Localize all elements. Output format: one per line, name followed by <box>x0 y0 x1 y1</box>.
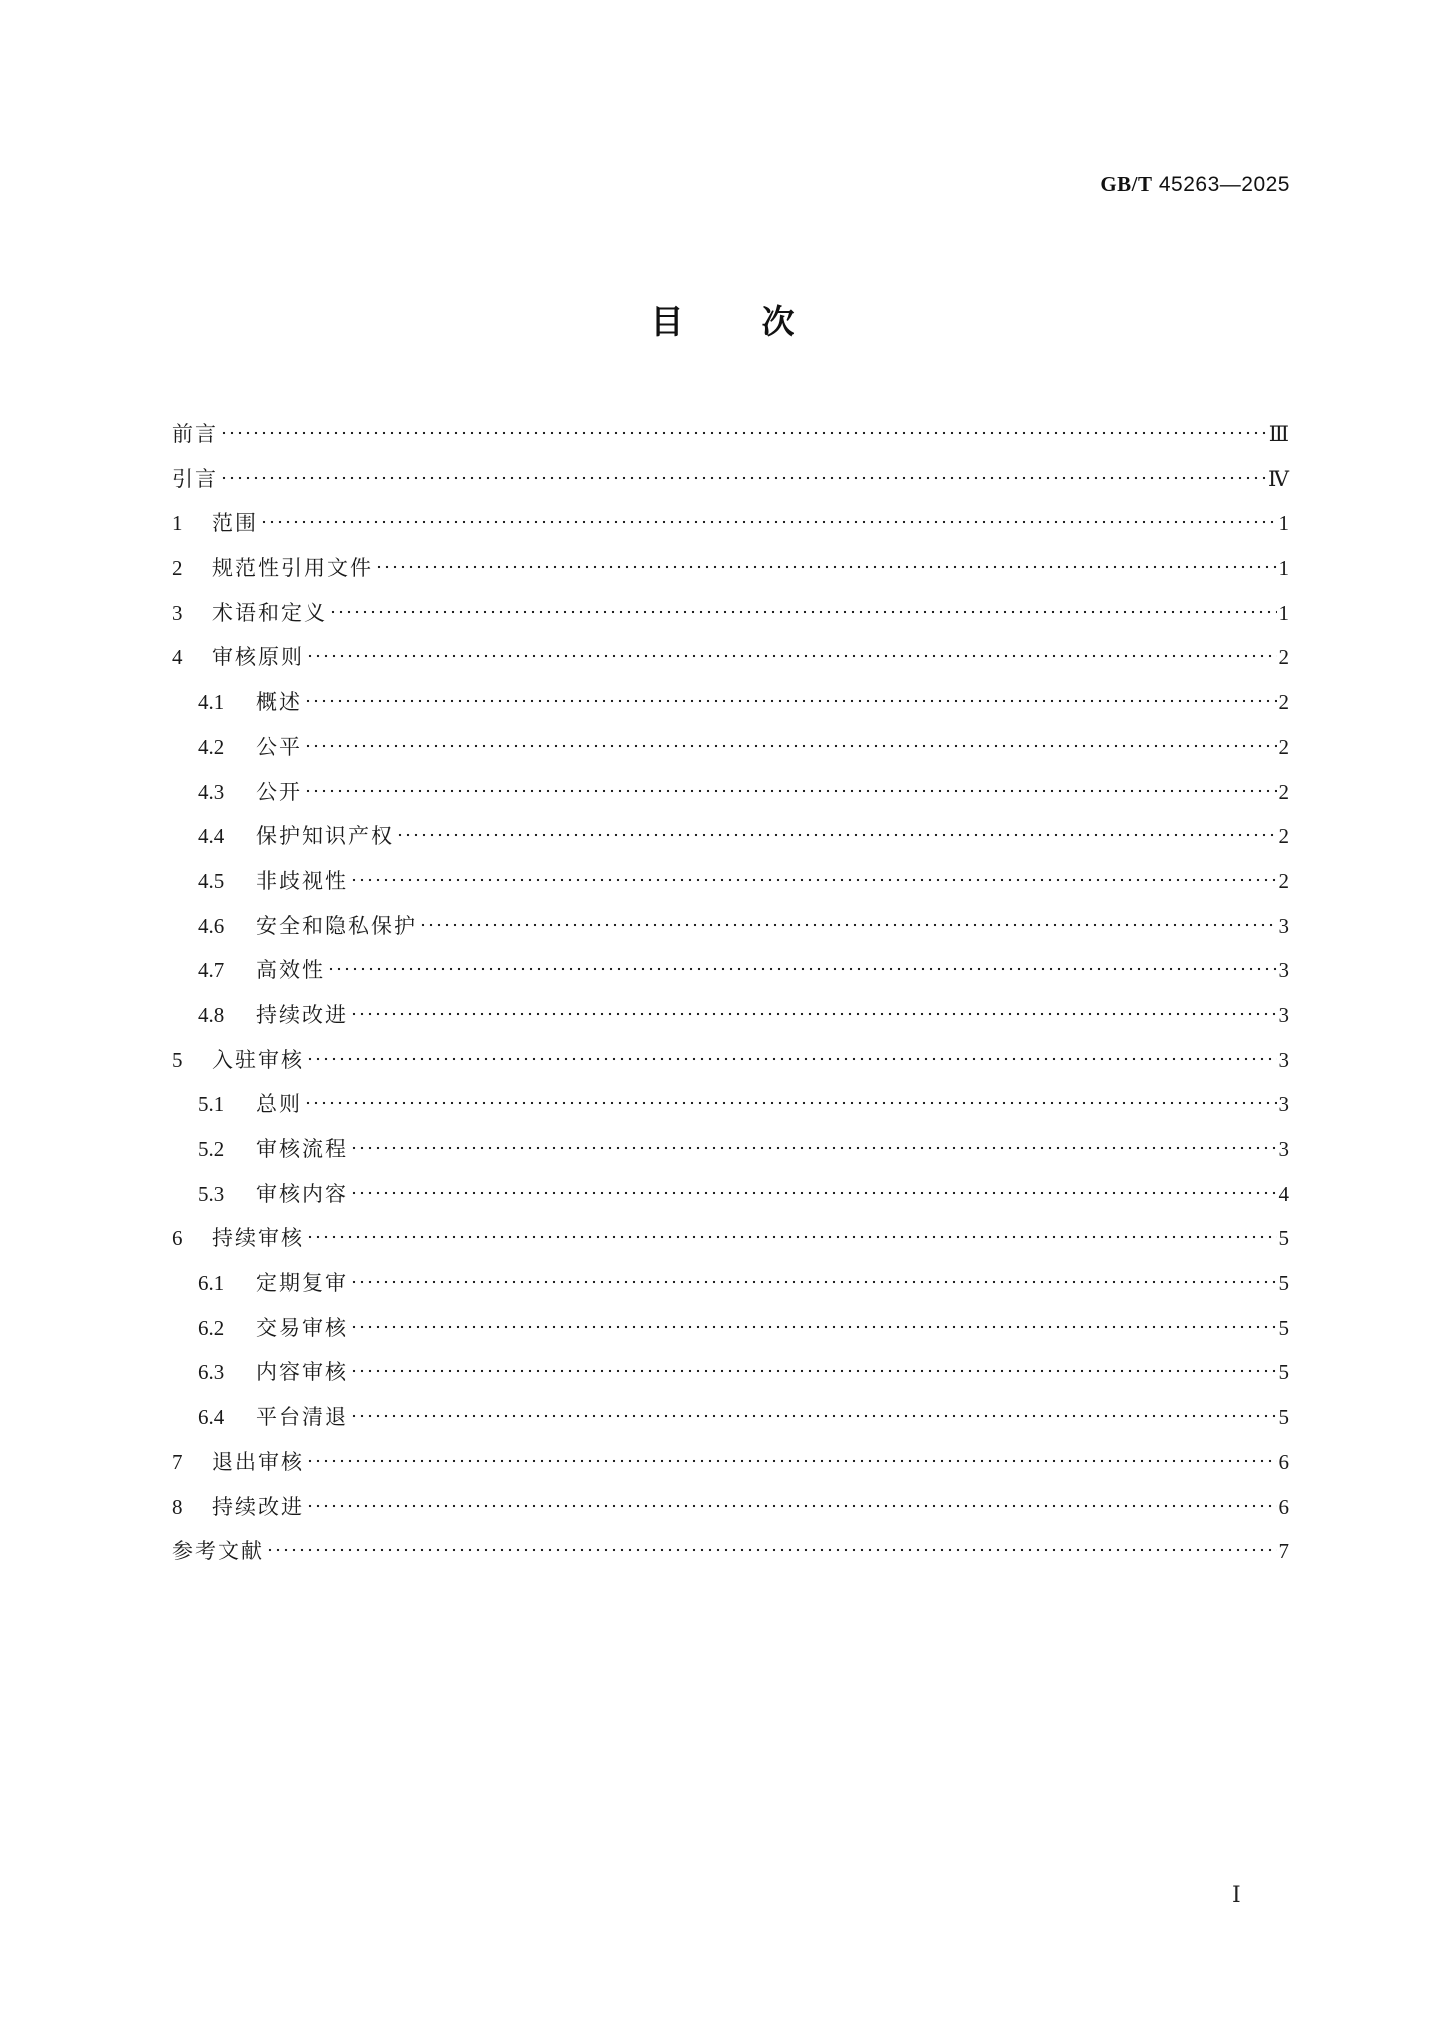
toc-entry-page: 7 <box>1278 1539 1289 1564</box>
toc-entry[interactable] <box>172 457 1289 502</box>
toc-entry-page: 3 <box>1278 958 1289 983</box>
toc-dot-leader <box>350 1191 1277 1195</box>
toc-entry-page: 5 <box>1278 1360 1289 1385</box>
toc-entry[interactable] <box>172 948 1289 993</box>
toc-entry-label: 规范性引用文件 <box>212 556 373 581</box>
toc-entry-page: 3 <box>1278 913 1289 938</box>
toc-entry[interactable] <box>172 859 1289 904</box>
toc-entry-number: 4.8 <box>198 1002 225 1027</box>
toc-entry-page: 4 <box>1278 1181 1289 1206</box>
toc-entry-page: 6 <box>1278 1449 1289 1474</box>
toc-entry-number: 8 <box>172 1494 183 1519</box>
toc-dot-leader <box>350 1146 1277 1150</box>
page-folio: Ⅰ <box>1232 1882 1241 1907</box>
toc-entry-label: 保护知识产权 <box>256 824 394 849</box>
toc-entry[interactable] <box>172 1261 1289 1306</box>
toc-entry-label: 定期复审 <box>256 1271 348 1296</box>
toc-entry-number: 4 <box>172 645 183 670</box>
toc-entry-page: 5 <box>1278 1226 1289 1251</box>
toc-dot-leader <box>304 699 1277 703</box>
toc-dot-leader <box>266 1548 1277 1552</box>
toc-entry-label: 概述 <box>256 690 302 715</box>
toc-entry-page: 1 <box>1278 556 1289 581</box>
toc-entry-page: 1 <box>1278 600 1289 625</box>
toc-entry[interactable] <box>172 1216 1289 1261</box>
toc-entry-label: 审核内容 <box>256 1181 348 1206</box>
toc-entry-number: 6.4 <box>198 1405 225 1430</box>
toc-entry-page: 3 <box>1278 1137 1289 1161</box>
toc-entry-number: 7 <box>172 1449 183 1474</box>
toc-dot-leader <box>350 1369 1277 1373</box>
page-title: 目次 <box>650 302 873 341</box>
toc-entry[interactable] <box>172 1038 1289 1083</box>
toc-entry-page: 2 <box>1278 645 1289 670</box>
toc-dot-leader <box>304 1101 1277 1105</box>
toc-entry-label: 范围 <box>212 511 258 536</box>
toc-entry[interactable] <box>172 1306 1289 1351</box>
toc-entry-label: 持续审核 <box>212 1226 304 1251</box>
toc-entry[interactable] <box>172 591 1289 636</box>
toc-entry-label: 引言 <box>172 466 218 491</box>
toc-entry[interactable] <box>172 725 1289 770</box>
toc-entry[interactable] <box>172 635 1289 680</box>
toc-entry-label: 参考文献 <box>172 1539 264 1564</box>
toc-entry-number: 2 <box>172 556 183 581</box>
toc-entry-label: 审核流程 <box>256 1137 348 1161</box>
toc-entry-page: 5 <box>1278 1405 1289 1430</box>
toc-entry-label: 安全和隐私保护 <box>256 913 417 938</box>
toc-entry-number: 4.3 <box>198 779 225 804</box>
toc-entry-number: 5.1 <box>198 1092 225 1117</box>
toc-entry-label: 平台清退 <box>256 1405 348 1430</box>
standard-number: 45263—2025 <box>1158 173 1290 196</box>
toc-entry[interactable] <box>172 680 1289 725</box>
toc-entry-label: 交易审核 <box>256 1315 348 1340</box>
toc-entry-number: 5 <box>172 1047 183 1072</box>
toc-entry-number: 3 <box>172 600 183 625</box>
toc-entry-number: 4.5 <box>198 868 225 893</box>
toc-entry-label: 入驻审核 <box>212 1047 304 1072</box>
toc-dot-leader <box>220 476 1266 480</box>
table-of-contents <box>172 412 1289 1574</box>
toc-entry-number: 1 <box>172 511 183 536</box>
toc-entry-page: 5 <box>1278 1271 1289 1296</box>
toc-entry-label: 公开 <box>256 779 302 804</box>
toc-entry-label: 总则 <box>256 1092 302 1117</box>
toc-dot-leader <box>350 878 1277 882</box>
toc-entry[interactable] <box>172 770 1289 815</box>
toc-dot-leader <box>220 431 1267 435</box>
toc-dot-leader <box>327 967 1277 971</box>
toc-entry[interactable] <box>172 1440 1289 1485</box>
toc-entry-number: 6.3 <box>198 1360 225 1385</box>
toc-entry-label: 前言 <box>172 422 218 446</box>
toc-dot-leader <box>306 1235 1277 1239</box>
toc-entry[interactable] <box>172 1395 1289 1440</box>
toc-entry[interactable] <box>172 546 1289 591</box>
toc-dot-leader <box>329 610 1277 614</box>
toc-entry-label: 公平 <box>256 734 302 759</box>
toc-entry-label: 高效性 <box>256 958 325 983</box>
toc-entry[interactable] <box>172 1350 1289 1395</box>
toc-dot-leader <box>350 1325 1277 1329</box>
toc-entry-number: 5.3 <box>198 1181 225 1206</box>
toc-dot-leader <box>304 789 1277 793</box>
toc-dot-leader <box>306 1057 1277 1061</box>
toc-entry-page: Ⅲ <box>1268 422 1289 446</box>
toc-entry-page: 3 <box>1278 1047 1289 1072</box>
toc-dot-leader <box>306 1504 1277 1508</box>
toc-entry-number: 4.7 <box>198 958 225 983</box>
standard-prefix: GB/T <box>1100 172 1153 196</box>
toc-entry-label: 退出审核 <box>212 1449 304 1474</box>
toc-entry-number: 4.1 <box>198 690 225 715</box>
toc-entry-page: 2 <box>1278 779 1289 804</box>
toc-dot-leader <box>350 1414 1277 1418</box>
toc-dot-leader <box>306 654 1277 658</box>
toc-entry-label: 持续改进 <box>256 1002 348 1027</box>
toc-entry-page: Ⅳ <box>1268 466 1289 491</box>
toc-dot-leader <box>306 1459 1277 1463</box>
toc-entry-page: 5 <box>1278 1315 1289 1340</box>
toc-entry-page: 2 <box>1278 690 1289 715</box>
toc-entry-page: 2 <box>1278 868 1289 893</box>
toc-entry[interactable] <box>172 1172 1289 1217</box>
toc-entry-page: 2 <box>1278 734 1289 759</box>
toc-entry-page: 6 <box>1278 1494 1289 1519</box>
toc-dot-leader <box>396 833 1277 837</box>
toc-entry[interactable] <box>172 412 1289 457</box>
toc-entry-label: 术语和定义 <box>212 600 327 625</box>
toc-entry-page: 3 <box>1278 1092 1289 1117</box>
toc-dot-leader <box>260 520 1277 524</box>
toc-entry-label: 持续改进 <box>212 1494 304 1519</box>
toc-entry[interactable] <box>172 993 1289 1038</box>
toc-entry-label: 内容审核 <box>256 1360 348 1385</box>
toc-entry[interactable] <box>172 1082 1289 1127</box>
toc-entry-number: 4.6 <box>198 913 225 938</box>
toc-dot-leader <box>375 565 1277 569</box>
toc-entry-page: 1 <box>1278 511 1289 536</box>
toc-entry[interactable] <box>172 1529 1289 1574</box>
toc-entry[interactable] <box>172 1485 1289 1530</box>
toc-dot-leader <box>304 744 1277 748</box>
toc-dot-leader <box>350 1280 1277 1284</box>
toc-entry-number: 4.4 <box>198 824 225 849</box>
toc-entry-number: 6.2 <box>198 1315 225 1340</box>
standard-code <box>1100 172 1290 197</box>
toc-entry-page: 3 <box>1278 1002 1289 1027</box>
toc-entry-label: 非歧视性 <box>256 868 348 893</box>
toc-entry-page: 2 <box>1278 824 1289 849</box>
toc-entry-number: 4.2 <box>198 734 225 759</box>
toc-entry-number: 6 <box>172 1226 183 1251</box>
toc-dot-leader <box>419 923 1277 927</box>
toc-entry[interactable] <box>172 501 1289 546</box>
toc-entry-number: 5.2 <box>198 1137 225 1161</box>
toc-entry[interactable] <box>172 1127 1289 1172</box>
toc-dot-leader <box>350 1012 1277 1016</box>
toc-entry[interactable] <box>172 814 1289 859</box>
toc-entry-number: 6.1 <box>198 1271 225 1296</box>
toc-entry-label: 审核原则 <box>212 645 304 670</box>
toc-entry[interactable] <box>172 904 1289 949</box>
